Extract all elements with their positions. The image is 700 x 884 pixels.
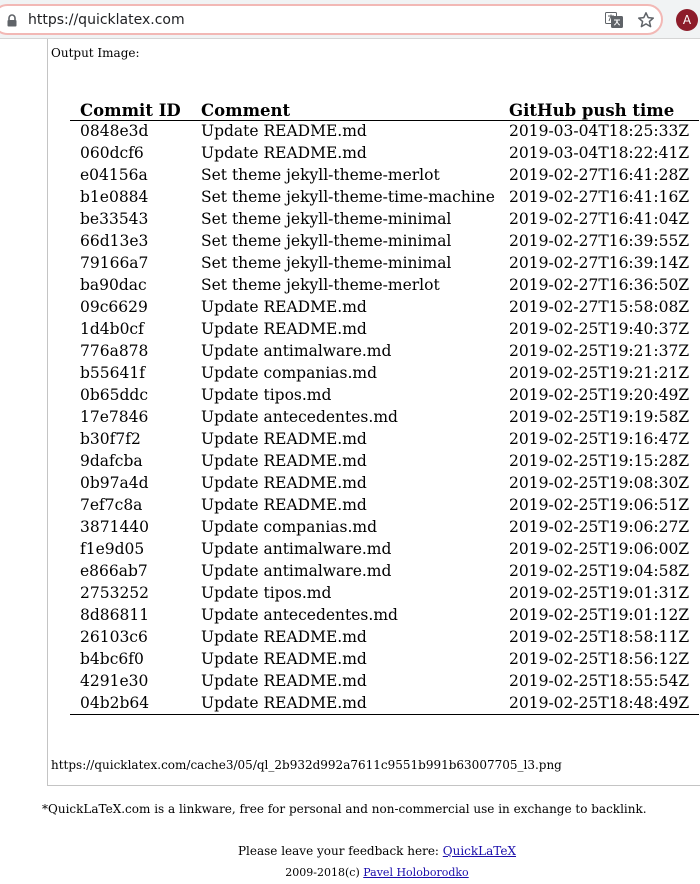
commit-id-cell: 17e7846 bbox=[80, 408, 149, 426]
push-time-cell: 2019-02-25T18:58:11Z bbox=[509, 628, 690, 646]
copyright-line bbox=[0, 865, 700, 880]
table-row bbox=[70, 516, 699, 538]
push-time-cell: 2019-02-25T19:16:47Z bbox=[509, 430, 690, 448]
table-row bbox=[70, 626, 699, 648]
push-time-cell: 2019-02-25T19:08:30Z bbox=[509, 474, 690, 492]
comment-cell: Update README.md bbox=[201, 452, 367, 470]
commit-id-cell: 09c6629 bbox=[80, 298, 148, 316]
commit-id-cell: e866ab7 bbox=[80, 562, 148, 580]
comment-cell: Update README.md bbox=[201, 650, 367, 668]
table-row bbox=[70, 142, 699, 164]
push-time-cell: 2019-02-25T19:19:58Z bbox=[509, 408, 690, 426]
table-row bbox=[70, 296, 699, 318]
comment-cell: Update README.md bbox=[201, 474, 367, 492]
commit-id-cell: 776a878 bbox=[80, 342, 149, 360]
commit-id-cell: 1d4b0cf bbox=[80, 320, 144, 338]
comment-cell: Update README.md bbox=[201, 693, 367, 712]
table-row bbox=[70, 560, 699, 582]
push-time-cell: 2019-02-25T19:21:37Z bbox=[509, 342, 690, 360]
comment-cell: Set theme jekyll-theme-time-machine bbox=[201, 188, 495, 206]
push-time-cell: 2019-02-25T19:40:37Z bbox=[509, 320, 690, 338]
comment-cell: Update README.md bbox=[201, 298, 367, 316]
table-row bbox=[70, 406, 699, 428]
header-push-time: GitHub push time bbox=[509, 100, 675, 120]
table-row bbox=[70, 494, 699, 516]
push-time-cell: 2019-02-27T16:41:04Z bbox=[509, 210, 690, 228]
table-row bbox=[70, 208, 699, 230]
translate-icon[interactable] bbox=[605, 12, 623, 28]
comment-cell: Set theme jekyll-theme-merlot bbox=[201, 166, 440, 184]
push-time-cell: 2019-03-04T18:25:33Z bbox=[509, 122, 690, 141]
commit-id-cell: be33543 bbox=[80, 210, 149, 228]
commit-id-cell: b4bc6f0 bbox=[80, 650, 144, 668]
push-time-cell: 2019-02-25T19:20:49Z bbox=[509, 386, 690, 404]
push-time-cell: 2019-02-25T19:01:12Z bbox=[509, 606, 690, 624]
push-time-cell: 2019-02-25T19:15:28Z bbox=[509, 452, 690, 470]
table-row bbox=[70, 230, 699, 252]
table-row bbox=[70, 538, 699, 560]
author-link[interactable]: Pavel Holoborodko bbox=[363, 866, 469, 879]
push-time-cell: 2019-02-25T19:06:00Z bbox=[509, 540, 690, 558]
push-time-cell: 2019-02-27T16:41:28Z bbox=[509, 166, 690, 184]
commit-table bbox=[70, 96, 699, 715]
table-row bbox=[70, 252, 699, 274]
comment-cell: Update README.md bbox=[201, 496, 367, 514]
commit-id-cell: e04156a bbox=[80, 166, 148, 184]
comment-cell: Update README.md bbox=[201, 320, 367, 338]
commit-id-cell: 9dafcba bbox=[80, 452, 143, 470]
comment-cell: Update antimalware.md bbox=[201, 342, 392, 360]
table-row bbox=[70, 340, 699, 362]
star-icon[interactable] bbox=[637, 11, 655, 29]
avatar[interactable]: A bbox=[676, 9, 698, 31]
comment-cell: Set theme jekyll-theme-merlot bbox=[201, 276, 440, 294]
commit-id-cell: ba90dac bbox=[80, 276, 147, 294]
table-row bbox=[70, 318, 699, 340]
commit-id-cell: 66d13e3 bbox=[80, 232, 149, 250]
header-commit-id: Commit ID bbox=[80, 100, 181, 120]
table-row bbox=[70, 582, 699, 604]
table-row bbox=[70, 472, 699, 494]
push-time-cell: 2019-02-25T19:06:27Z bbox=[509, 518, 690, 536]
header-comment: Comment bbox=[201, 100, 291, 120]
copyright-prefix: 2009-2018(c) bbox=[285, 866, 364, 879]
table-row bbox=[70, 648, 699, 670]
lock-icon[interactable] bbox=[6, 14, 18, 27]
table-row bbox=[70, 428, 699, 450]
linkware-note: *QuickLaTeX.com is a linkware, free for personal and non-commercial use in exchange to backlink. bbox=[42, 802, 647, 816]
comment-cell: Update README.md bbox=[201, 628, 367, 646]
quicklatex-link[interactable]: QuickLaTeX bbox=[442, 844, 517, 858]
comment-cell: Update README.md bbox=[201, 122, 367, 141]
push-time-cell: 2019-02-27T16:36:50Z bbox=[509, 276, 690, 294]
push-time-cell: 2019-03-04T18:22:41Z bbox=[509, 144, 690, 162]
comment-cell: Update antimalware.md bbox=[201, 562, 392, 580]
table-row bbox=[70, 384, 699, 406]
output-image-url: https://quicklatex.com/cache3/05/ql_2b932d992a7611c9551b991b63007705_l3.png bbox=[51, 758, 562, 772]
commit-id-cell: 7ef7c8a bbox=[80, 496, 143, 514]
comment-cell: Set theme jekyll-theme-minimal bbox=[201, 232, 452, 250]
table-header-row bbox=[70, 96, 699, 120]
output-label: Output Image: bbox=[51, 46, 140, 60]
comment-cell: Update README.md bbox=[201, 430, 367, 448]
push-time-cell: 2019-02-27T16:41:16Z bbox=[509, 188, 690, 206]
push-time-cell: 2019-02-25T18:48:49Z bbox=[509, 693, 690, 712]
commit-id-cell: b30f7f2 bbox=[80, 430, 141, 448]
commit-id-cell: 3871440 bbox=[80, 518, 150, 536]
table-row bbox=[70, 604, 699, 626]
comment-cell: Update antimalware.md bbox=[201, 540, 392, 558]
comment-cell: Update antecedentes.md bbox=[201, 408, 398, 426]
comment-cell: Set theme jekyll-theme-minimal bbox=[201, 210, 452, 228]
table-row bbox=[70, 186, 699, 208]
commit-id-cell: 26103c6 bbox=[80, 628, 148, 646]
push-time-cell: 2019-02-25T19:01:31Z bbox=[509, 584, 690, 602]
table-row bbox=[70, 362, 699, 384]
commit-id-cell: 0848e3d bbox=[80, 122, 149, 141]
browser-toolbar bbox=[0, 0, 700, 39]
comment-cell: Set theme jekyll-theme-minimal bbox=[201, 254, 452, 272]
commit-id-cell: 0b65ddc bbox=[80, 386, 149, 404]
push-time-cell: 2019-02-25T18:56:12Z bbox=[509, 650, 690, 668]
table-row bbox=[70, 450, 699, 472]
commit-id-cell: 060dcf6 bbox=[80, 144, 144, 162]
push-time-cell: 2019-02-27T16:39:55Z bbox=[509, 232, 690, 250]
commit-id-cell: 79166a7 bbox=[80, 254, 149, 272]
commit-id-cell: f1e9d05 bbox=[80, 540, 145, 558]
commit-id-cell: 4291e30 bbox=[80, 672, 149, 690]
commit-id-cell: b55641f bbox=[80, 364, 145, 382]
comment-cell: Update antecedentes.md bbox=[201, 606, 398, 624]
table-row bbox=[70, 274, 699, 296]
address-bar[interactable] bbox=[0, 4, 663, 35]
comment-cell: Update tipos.md bbox=[201, 584, 332, 602]
comment-cell: Update companias.md bbox=[201, 518, 378, 536]
push-time-cell: 2019-02-27T15:58:08Z bbox=[509, 298, 690, 316]
commit-id-cell: 0b97a4d bbox=[80, 474, 149, 492]
url-text[interactable]: https://quicklatex.com bbox=[28, 12, 185, 28]
comment-cell: Update README.md bbox=[201, 672, 367, 690]
commit-id-cell: 8d86811 bbox=[80, 606, 150, 624]
push-time-cell: 2019-02-27T16:39:14Z bbox=[509, 254, 690, 272]
feedback-line bbox=[0, 844, 700, 859]
comment-cell: Update README.md bbox=[201, 144, 367, 162]
table-row bbox=[70, 120, 699, 142]
push-time-cell: 2019-02-25T19:06:51Z bbox=[509, 496, 690, 514]
commit-id-cell: b1e0884 bbox=[80, 188, 149, 206]
table-row bbox=[70, 692, 699, 714]
commit-id-cell: 2753252 bbox=[80, 584, 150, 602]
comment-cell: Update tipos.md bbox=[201, 386, 332, 404]
feedback-prefix: Please leave your feedback here: bbox=[237, 844, 443, 858]
push-time-cell: 2019-02-25T19:04:58Z bbox=[509, 562, 690, 580]
push-time-cell: 2019-02-25T19:21:21Z bbox=[509, 364, 690, 382]
table-row bbox=[70, 164, 699, 186]
table-row bbox=[70, 670, 699, 692]
commit-id-cell: 04b2b64 bbox=[80, 693, 150, 712]
push-time-cell: 2019-02-25T18:55:54Z bbox=[509, 672, 690, 690]
comment-cell: Update companias.md bbox=[201, 364, 378, 382]
